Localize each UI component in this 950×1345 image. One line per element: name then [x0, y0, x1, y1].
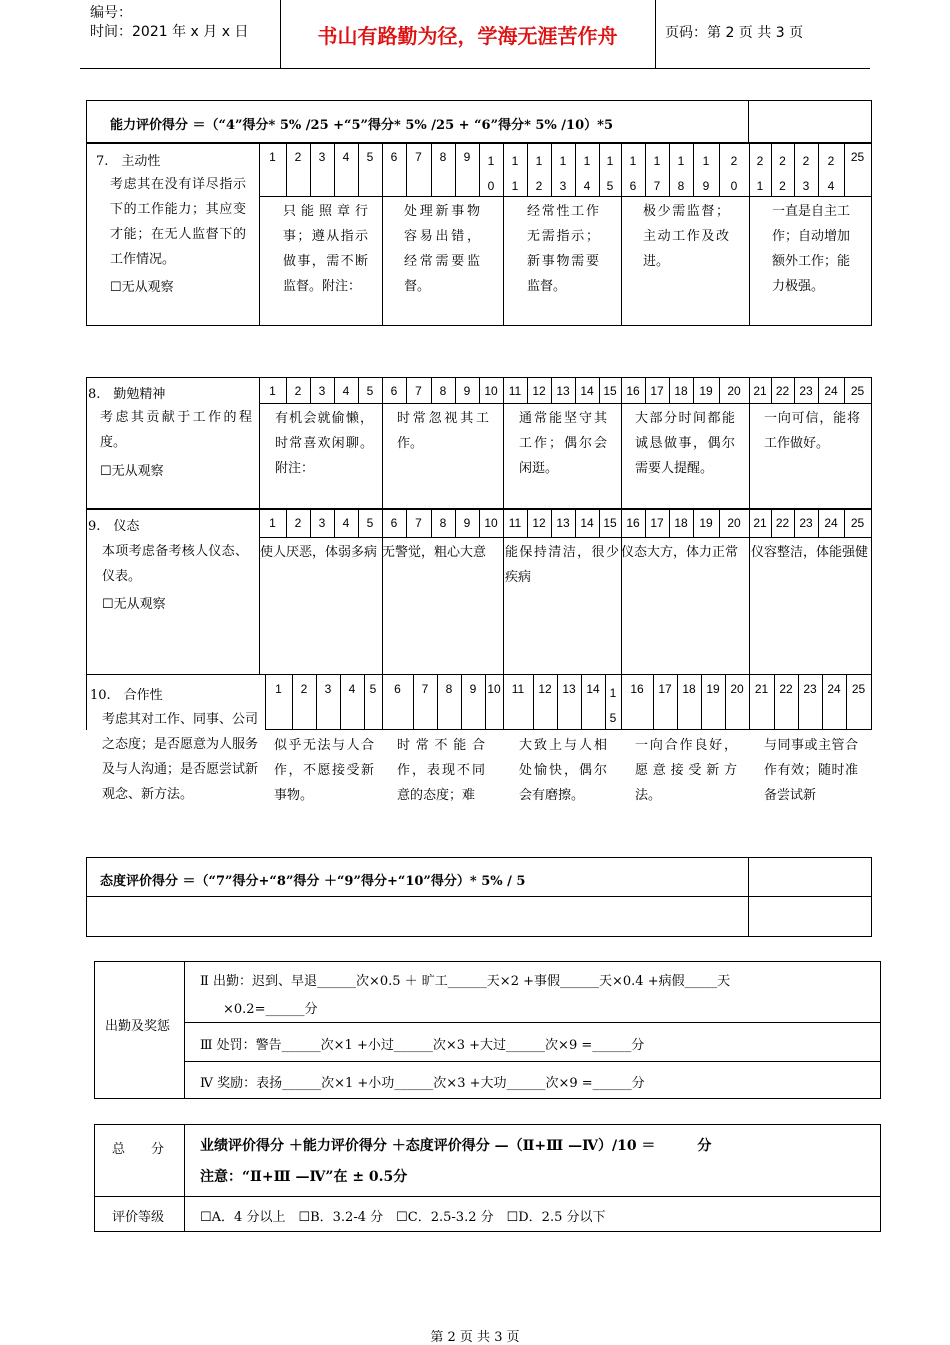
- score-option-6[interactable]: 6: [394, 682, 401, 696]
- item-9-level-3: 能保持清洁，很少疾病: [505, 545, 619, 585]
- score-option-4[interactable]: 4: [348, 682, 356, 696]
- score-option-1[interactable]: 1: [275, 682, 282, 696]
- penalty-line: Ⅲ 处罚：警告______次×1 +小过______次×3 +大过______次×9 =______分: [200, 1038, 645, 1053]
- header-meta: [90, 4, 248, 42]
- item-8-level-2: 时常忽视其工作。: [397, 411, 489, 451]
- score-option-2[interactable]: 2: [300, 682, 308, 696]
- score-option-5[interactable]: 5: [369, 682, 377, 696]
- score-option-2[interactable]: 2: [294, 516, 302, 530]
- reward-line: Ⅳ 奖励：表扬______次×1 +小功______次×3 +大功______次×9 =______分: [200, 1076, 645, 1091]
- score-option-7[interactable]: 7: [415, 384, 422, 398]
- score-option-2[interactable]: 2: [294, 150, 302, 164]
- score-option-10[interactable]: 1 0: [487, 154, 495, 193]
- attitude-score-formula: 态度评价得分 ＝（“7”得分+“8”得分 ＋“9”得分+“10”得分）* 5% / 5: [100, 874, 526, 889]
- attendance-label: 出勤及奖惩: [105, 1019, 171, 1034]
- score-option-21[interactable]: 2 1: [756, 154, 764, 193]
- score-option-3[interactable]: 3: [318, 384, 326, 398]
- ability-score-formula: 能力评价得分 ＝（“4”得分* 5% /25 +“5”得分* 5% /25 + “6”得分* 5% /10）*5: [110, 118, 613, 133]
- score-option-20[interactable]: 20: [730, 682, 744, 696]
- item-9-no-observation[interactable]: ☐无从观察: [102, 597, 166, 612]
- score-option-3[interactable]: 3: [324, 682, 332, 696]
- score-option-16[interactable]: 16: [626, 384, 640, 398]
- attendance-line-cont: ×0.2=______分: [223, 1002, 318, 1017]
- item-10-level-3: 大致上与人相处愉快，偶尔会有磨擦。: [519, 738, 607, 803]
- item-9-level-1: 使人厌恶，体弱多病: [260, 545, 378, 560]
- score-option-8[interactable]: 8: [439, 384, 447, 398]
- score-option-1[interactable]: 1: [269, 516, 276, 530]
- score-option-19[interactable]: 1 9: [702, 154, 710, 193]
- item-10-level-4: 一向合作良好，愿意接受新方法。: [635, 738, 737, 803]
- score-option-7[interactable]: 7: [421, 682, 429, 696]
- score-option-6[interactable]: 6: [390, 150, 398, 164]
- score-option-16[interactable]: 1 6: [629, 154, 637, 193]
- score-option-13[interactable]: 13: [556, 516, 570, 530]
- item-10-description: 考虑其对工作、同事、公司之态度；是否愿意为人服务及与人沟通；是否愿尝试新观念、新方法。: [102, 712, 259, 802]
- score-option-17[interactable]: 17: [650, 516, 664, 530]
- score-option-8[interactable]: 8: [439, 150, 447, 164]
- score-option-2[interactable]: 2: [294, 384, 302, 398]
- score-option-9[interactable]: 9: [463, 516, 471, 530]
- page-indicator: 页码：第 2 页 共 3 页: [665, 25, 804, 41]
- item-7-level-1: 只能照章行事；遵从指示做事，需不断监督。附注：: [283, 204, 368, 294]
- score-option-9[interactable]: 9: [463, 384, 471, 398]
- score-option-5[interactable]: 5: [366, 150, 374, 164]
- grade-options[interactable]: ☐A．4 分以上 ☐B．3.2-4 分 ☐C．2.5-3.2 分 ☐D．2.5 分以下: [200, 1210, 606, 1225]
- score-option-22[interactable]: 2 2: [779, 154, 786, 193]
- score-option-18[interactable]: 18: [674, 516, 688, 530]
- item-8-description: 考虑其贡献于工作的程度。: [100, 410, 252, 450]
- item-7-no-observation[interactable]: ☐无从观察: [110, 280, 174, 295]
- score-option-24[interactable]: 2 4: [827, 154, 835, 193]
- total-label: 总 分: [112, 1142, 165, 1157]
- score-option-25[interactable]: 25: [850, 516, 865, 530]
- score-option-9[interactable]: 9: [463, 150, 471, 164]
- score-option-12[interactable]: 12: [532, 516, 546, 530]
- score-option-21[interactable]: 21: [753, 384, 767, 398]
- item-10-level-5: 与同事或主管合作有效；随时准备尝试新: [764, 738, 858, 803]
- score-option-13[interactable]: 13: [556, 384, 570, 398]
- score-option-4[interactable]: 4: [342, 516, 350, 530]
- item-9-level-2: 无警觉，粗心大意: [382, 545, 487, 560]
- score-option-1[interactable]: 1: [269, 150, 276, 164]
- score-option-10[interactable]: 10: [487, 682, 501, 696]
- score-option-10[interactable]: 10: [484, 384, 498, 398]
- score-option-20[interactable]: 2 0: [730, 154, 738, 193]
- score-option-6[interactable]: 6: [390, 516, 398, 530]
- score-option-13[interactable]: 13: [562, 682, 576, 696]
- score-option-3[interactable]: 3: [318, 150, 326, 164]
- item-8-level-5: 一向可信，能将工作做好。: [764, 411, 860, 451]
- score-option-15[interactable]: 1 5: [606, 154, 614, 193]
- score-option-4[interactable]: 4: [342, 384, 350, 398]
- item-7-level-2: 处理新事物容易出错，经常需要监督。: [404, 204, 480, 294]
- item-8-level-3: 通常能坚守其工作；偶尔会闲逛。: [519, 411, 607, 476]
- score-option-24[interactable]: 24: [824, 516, 838, 530]
- score-option-11[interactable]: 1 1: [511, 154, 519, 193]
- score-option-19[interactable]: 19: [706, 682, 720, 696]
- score-option-17[interactable]: 1 7: [653, 154, 661, 193]
- item-7-level-4: 极少需监督；主动工作及改进。: [643, 204, 729, 269]
- score-option-5[interactable]: 5: [366, 516, 374, 530]
- score-option-8[interactable]: 8: [445, 682, 453, 696]
- score-option-12[interactable]: 12: [538, 682, 552, 696]
- score-option-4[interactable]: 4: [342, 150, 350, 164]
- attendance-line: Ⅱ 出勤：迟到、早退______次×0.5 ＋ 旷工______天×2 +事假______天×0.4 +病假_____天: [200, 974, 731, 989]
- item-10-level-2: 时常不能合作，表现不同意的态度；难: [397, 738, 485, 803]
- score-option-23[interactable]: 23: [799, 384, 813, 398]
- score-option-16[interactable]: 16: [626, 516, 640, 530]
- item-10-title: 10. 合作性: [90, 688, 163, 703]
- number-label: 编号：: [90, 5, 132, 21]
- score-option-3[interactable]: 3: [318, 516, 326, 530]
- item-9-level-5: 仪容整洁，体能强健: [751, 545, 869, 560]
- item-9-description: 本项考虑备考核人仪态、仪表。: [102, 544, 248, 584]
- item-8-level-4: 大部分时间都能诚恳做事，偶尔需要人提醒。: [635, 411, 735, 476]
- score-option-25[interactable]: 25: [851, 682, 866, 696]
- score-option-19[interactable]: 19: [699, 384, 713, 398]
- item-9-title: 9. 仪态: [88, 519, 140, 534]
- score-option-20[interactable]: 20: [727, 384, 741, 398]
- item-10-level-1: 似乎无法与人合作，不愿接受新事物。: [274, 738, 374, 803]
- score-option-24[interactable]: 24: [824, 384, 838, 398]
- score-option-12[interactable]: 12: [532, 384, 546, 398]
- score-option-25[interactable]: 25: [850, 384, 865, 398]
- item-8-title: 8. 勤勉精神: [88, 387, 166, 402]
- score-option-19[interactable]: 19: [699, 516, 713, 530]
- score-option-11[interactable]: 11: [508, 384, 522, 398]
- item-8-no-observation[interactable]: ☐无从观察: [100, 464, 164, 479]
- score-option-9[interactable]: 9: [469, 682, 477, 696]
- item-7-level-3: 经常性工作无需指示；新事物需要监督。: [527, 204, 599, 294]
- score-option-1[interactable]: 1: [269, 384, 276, 398]
- score-option-22[interactable]: 22: [779, 682, 793, 696]
- score-option-15[interactable]: 1 5: [609, 686, 617, 725]
- score-option-7[interactable]: 7: [415, 150, 422, 164]
- score-option-10[interactable]: 10: [484, 516, 498, 530]
- score-option-17[interactable]: 17: [658, 682, 672, 696]
- score-option-15[interactable]: 15: [603, 384, 617, 398]
- score-option-7[interactable]: 7: [415, 516, 422, 530]
- score-option-22[interactable]: 22: [775, 516, 790, 530]
- score-option-5[interactable]: 5: [366, 384, 374, 398]
- score-option-14[interactable]: 14: [580, 516, 594, 530]
- motto: 书山有路勤为径，学海无涯苦作舟: [317, 24, 618, 48]
- score-option-6[interactable]: 6: [390, 384, 398, 398]
- item-8-level-1: 有机会就偷懒，时常喜欢闲聊。附注：: [275, 411, 373, 476]
- item-7-description: 考虑其在没有详尽指示下的工作能力；其应变才能；在无人监督下的工作情况。: [110, 177, 246, 267]
- grade-label: 评价等级: [112, 1210, 165, 1225]
- score-option-14[interactable]: 1 4: [583, 154, 591, 193]
- item-7-level-5: 一直是自主工作；自动增加额外工作；能力极强。: [772, 204, 851, 294]
- score-option-11[interactable]: 11: [511, 682, 525, 696]
- item-9-level-4: 仪态大方，体力正常: [621, 545, 739, 560]
- score-option-14[interactable]: 14: [586, 682, 600, 696]
- score-option-18[interactable]: 18: [674, 384, 688, 398]
- score-option-21[interactable]: 21: [754, 682, 769, 696]
- score-option-8[interactable]: 8: [439, 516, 447, 530]
- score-option-20[interactable]: 20: [727, 516, 741, 530]
- score-option-13[interactable]: 1 3: [559, 154, 567, 193]
- attitude-score-table: [86, 857, 872, 937]
- score-option-24[interactable]: 24: [827, 682, 841, 696]
- score-option-22[interactable]: 22: [775, 384, 790, 398]
- score-option-17[interactable]: 17: [650, 384, 664, 398]
- score-option-18[interactable]: 1 8: [677, 154, 685, 193]
- date-label: 时间：2021 年 x 月 x 日: [90, 24, 249, 40]
- item-7-title: 7. 主动性: [96, 154, 161, 169]
- score-option-11[interactable]: 11: [508, 516, 522, 530]
- score-option-23[interactable]: 23: [803, 682, 817, 696]
- score-option-21[interactable]: 21: [753, 516, 767, 530]
- score-option-18[interactable]: 18: [682, 682, 696, 696]
- total-note: 注意：“Ⅱ+Ⅲ —Ⅳ”在 ± 0.5分: [200, 1169, 408, 1185]
- total-formula: 业绩评价得分 ＋能力评价得分 ＋态度评价得分 —（Ⅱ+Ⅲ —Ⅳ）/10 ＝ 分: [200, 1138, 712, 1154]
- page-footer: 第 2 页 共 3 页: [430, 1330, 520, 1345]
- score-option-25[interactable]: 25: [850, 150, 865, 164]
- score-option-23[interactable]: 23: [799, 516, 813, 530]
- score-option-12[interactable]: 1 2: [535, 154, 543, 193]
- score-option-16[interactable]: 16: [630, 682, 644, 696]
- score-option-15[interactable]: 15: [603, 516, 617, 530]
- score-option-14[interactable]: 14: [580, 384, 594, 398]
- page-header: [80, 0, 870, 69]
- score-option-23[interactable]: 2 3: [802, 154, 810, 193]
